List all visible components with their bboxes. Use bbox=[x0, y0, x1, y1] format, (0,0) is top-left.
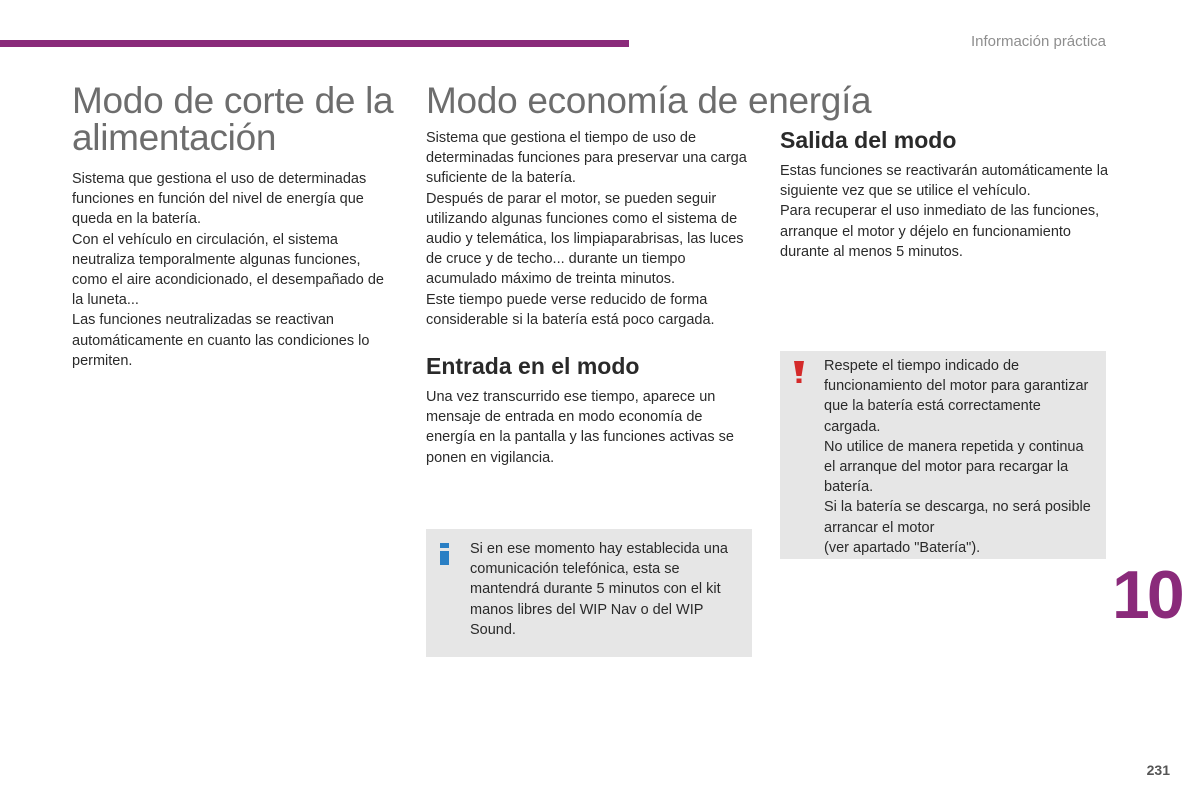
col1-body bbox=[72, 169, 397, 371]
warning-line: (ver apartado "Batería"). bbox=[824, 539, 981, 556]
col2-paragraph: Después de parar el motor, se pueden seguir utilizando algunas funciones como el sistema de audio y telemática, los limpiaparabrisas, las luces de cruce y de techo... durante un tiempo acumulado máximo de treinta minutos. bbox=[426, 190, 744, 288]
col2-paragraph: Este tiempo puede verse reducido de forma considerable si la batería está poco cargada. bbox=[426, 291, 715, 328]
col2-paragraph: Sistema que gestiona el tiempo de uso de determinadas funciones para preservar una carga suficiente de la batería. bbox=[426, 130, 747, 187]
col1-paragraph: Con el vehículo en circulación, el sistema neutraliza temporalmente algunas funciones, como el aire acondicionado, el desempañado de la luneta... bbox=[72, 231, 384, 309]
col2-body bbox=[426, 128, 754, 330]
heading-salida: Salida del modo bbox=[780, 127, 957, 153]
title-modo-economia: Modo economía de energía bbox=[426, 80, 872, 121]
warning-note-text bbox=[824, 356, 1094, 558]
warning-note bbox=[780, 351, 1106, 559]
title-modo-corte: Modo de corte de la alimentación bbox=[72, 80, 394, 158]
chapter-number: 10 bbox=[1112, 557, 1182, 633]
entrada-body bbox=[426, 387, 744, 468]
salida-paragraph: Estas funciones se reactivarán automáticamente la siguiente vez que se utilice el vehículo. bbox=[780, 163, 1109, 200]
info-note-text: Si en ese momento hay establecida una comunicación telefónica, esta se mantendrá durante 5 minutos con el kit manos libres del WIP Nav o del WIP Sound. bbox=[470, 541, 728, 638]
section-label: Información práctica bbox=[970, 33, 1106, 50]
warning-line: Respete el tiempo indicado de funcionamiento del motor para garantizar que la batería está correctamente cargada. bbox=[824, 358, 1089, 435]
info-note bbox=[426, 529, 752, 657]
page-number: 231 bbox=[1146, 762, 1170, 778]
col1-paragraph: Las funciones neutralizadas se reactivan automáticamente en cuanto las condiciones lo permiten. bbox=[72, 312, 370, 369]
heading-entrada: Entrada en el modo bbox=[426, 353, 640, 379]
salida-paragraph: Para recuperar el uso inmediato de las funciones, arranque el motor y déjelo en funcionamiento durante al menos 5 minutos. bbox=[780, 203, 1100, 260]
info-icon bbox=[440, 543, 449, 565]
warning-line: Si la batería se descarga, no será posible arrancar el motor bbox=[824, 499, 1091, 536]
entrada-paragraph: Una vez transcurrido ese tiempo, aparece un mensaje de entrada en modo economía de energía en la pantalla y las funciones activas se ponen en vigilancia. bbox=[426, 389, 734, 466]
header-accent-bar bbox=[0, 40, 629, 47]
col1-paragraph: Sistema que gestiona el uso de determinadas funciones en función del nivel de energía que queda en la batería. bbox=[72, 171, 367, 228]
warning-line: No utilice de manera repetida y continua el arranque del motor para recargar la batería. bbox=[824, 438, 1084, 496]
warning-exclamation-icon bbox=[794, 361, 804, 383]
salida-body bbox=[780, 161, 1110, 262]
